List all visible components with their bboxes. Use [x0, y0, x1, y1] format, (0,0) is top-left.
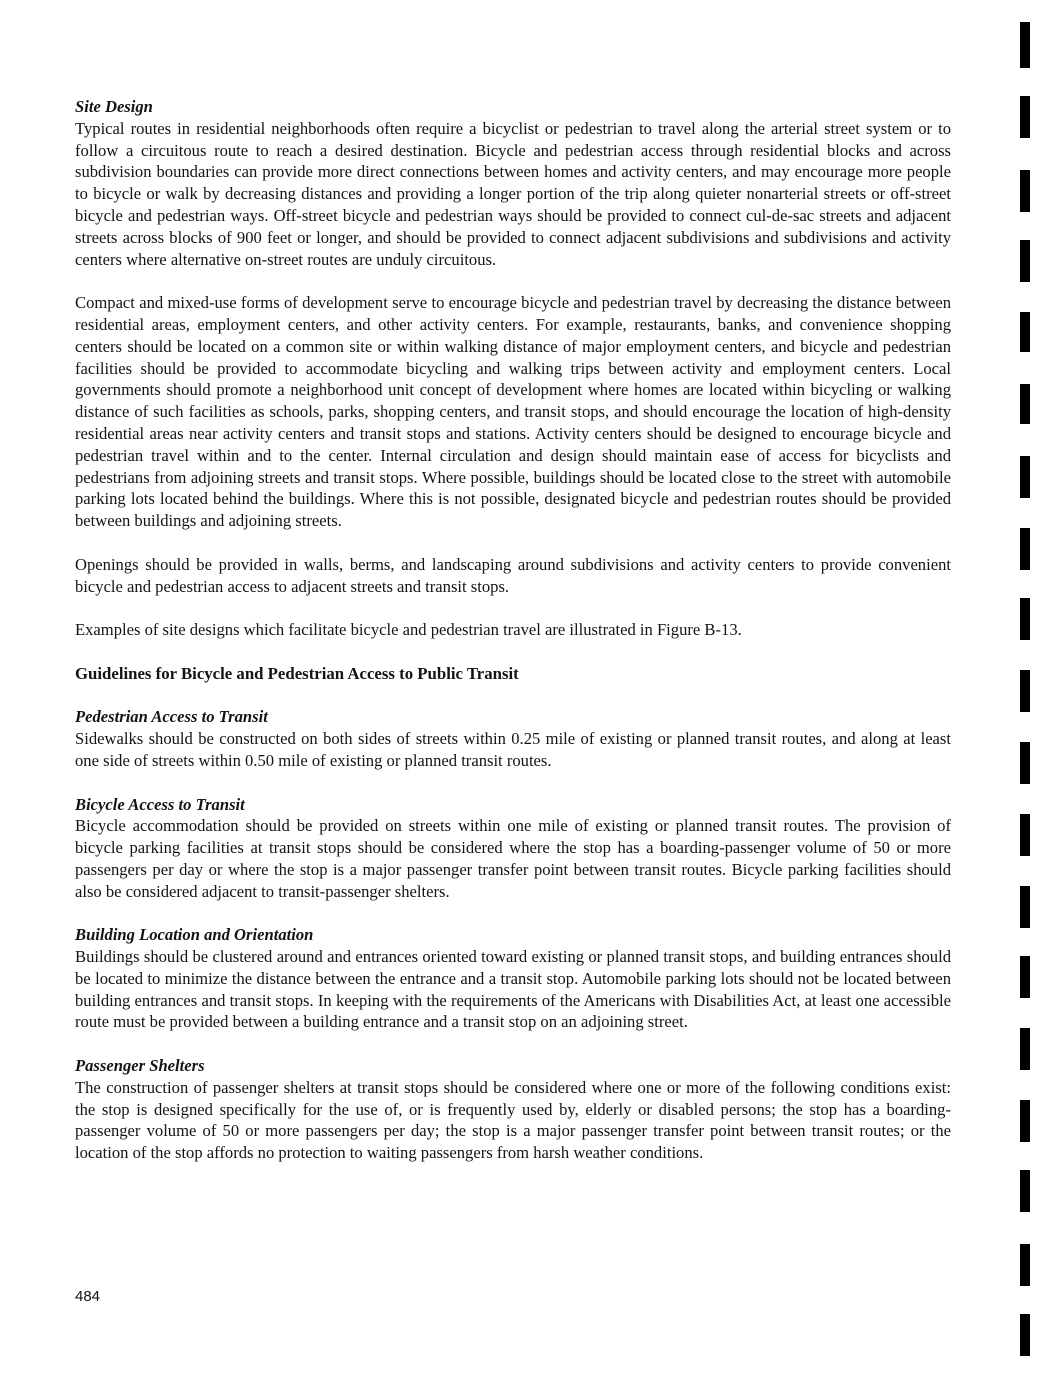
- site-design-paragraph-4: Examples of site designs which facilitate bicycle and pedestrian travel are illustrated in Figure B-13.: [75, 620, 742, 640]
- scan-mark: [1020, 22, 1030, 68]
- passenger-shelters-heading: Passenger Shelters: [75, 1056, 205, 1076]
- building-location-heading: Building Location and Orientation: [75, 925, 314, 945]
- scan-mark: [1020, 814, 1030, 856]
- scan-mark: [1020, 1244, 1030, 1286]
- scan-mark: [1020, 670, 1030, 712]
- scan-mark: [1020, 240, 1030, 282]
- pedestrian-access-text: Sidewalks should be constructed on both sides of streets within 0.25 mile of existing or planned transit routes, and along at least one side of streets within 0.50 mile of existing or planned transit routes.: [75, 729, 951, 770]
- guidelines-heading: Guidelines for Bicycle and Pedestrian Access to Public Transit: [75, 663, 519, 683]
- bicycle-access-heading: Bicycle Access to Transit: [75, 794, 245, 814]
- scan-mark: [1020, 1170, 1030, 1212]
- scan-mark: [1020, 528, 1030, 570]
- site-design-heading: Site Design: [75, 97, 153, 116]
- scan-mark: [1020, 1100, 1030, 1142]
- scan-mark: [1020, 598, 1030, 640]
- site-design-paragraph-3: Openings should be provided in walls, berms, and landscaping around subdivisions and activity centers to provide convenient bicycle and pedestrian access to adjacent streets and transit stops.: [75, 554, 951, 596]
- scan-mark: [1020, 96, 1030, 138]
- page-number: 484: [75, 1288, 101, 1305]
- document-page: [75, 96, 951, 1164]
- pedestrian-access-heading: Pedestrian Access to Transit: [75, 707, 268, 727]
- scan-mark: [1020, 956, 1030, 998]
- bicycle-access-text: Bicycle accommodation should be provided on streets within one mile of existing or planned transit routes. The provision of bicycle parking facilities at transit stops should be considered where the stop has a boarding-passenger volume of 50 or more passengers per day or where the stop is a major passenger transfer point between transit routes. Bicycle parking facilities should also be considered adjacent to transit-passenger shelters.: [75, 816, 951, 901]
- site-design-paragraph-2: Compact and mixed-use forms of development serve to encourage bicycle and pedestrian travel by decreasing the distance between residential areas, employment centers, and other activity centers. For example, restaurants, banks, and convenience shopping centers should be located on a common site or within walking distance of major employment centers, and bicycle and pedestrian facilities should be provided to accommodate bicycling and walking trips between activity and employment centers. Local governments should promote a neighborhood unit concept of development where homes are located within bicycling or walking distance of such facilities as schools, parks, shopping centers, and transit stops, and should encourage the location of high-density residential areas near activity centers and transit stops and stations. Activity centers should be designed to encourage bicycle and pedestrian travel within and to the center. Internal circulation and design should maintain ease of access for bicyclists and pedestrians from adjoining streets and transit stops. Where possible, buildings should be located close to the street with automobile parking lots located behind the buildings. Where this is not possible, designated bicycle and pedestrian routes should be provided between buildings and adjoining streets.: [75, 293, 951, 531]
- passenger-shelters-text: The construction of passenger shelters at transit stops should be considered where one or more of the following conditions exist: the stop is designed specifically for the use of, or is frequently used by, elderly or disabled persons; the stop has a boarding-passenger volume of 50 or more passengers per day; the stop is a major passenger transfer point between transit routes; or the location of the stop affords no protection to waiting passengers from harsh weather conditions.: [75, 1077, 951, 1163]
- site-design-paragraph-1: Typical routes in residential neighborhoods often require a bicyclist or pedestrian to travel along the arterial street system or to follow a circuitous route to reach a desired destination. Bicycle and pedestrian access through residential blocks and across subdivision boundaries can provide more direct connections between homes and activity centers, and may encourage more people to bicycle or walk by decreasing distances and providing a longer portion of the trip along quieter nonarterial streets or off-street bicycle and pedestrian ways. Off-street bicycle and pedestrian ways should be provided to connect cul-de-sac streets and adjacent streets across blocks of 900 feet or longer, and should be provided to connect adjacent subdivisions and subdivisions and activity centers where alternative on-street routes are unduly circuitous.: [75, 118, 951, 269]
- scan-mark: [1020, 1314, 1030, 1356]
- scan-mark: [1020, 456, 1030, 498]
- scan-mark: [1020, 1028, 1030, 1070]
- scan-mark: [1020, 384, 1030, 424]
- scan-mark: [1020, 312, 1030, 352]
- building-location-text: Buildings should be clustered around and entrances oriented toward existing or planned transit stops, and building entrances should be located to minimize the distance between the entrance and a transit stop. Automobile parking lots should not be located between building entrances and transit stops. In keeping with the requirements of the Americans with Disabilities Act, at least one accessible route must be provided between a building entrance and a transit stop on an adjoining street.: [75, 947, 951, 1032]
- scan-mark: [1020, 886, 1030, 928]
- scan-mark: [1020, 742, 1030, 784]
- scan-mark: [1020, 170, 1030, 212]
